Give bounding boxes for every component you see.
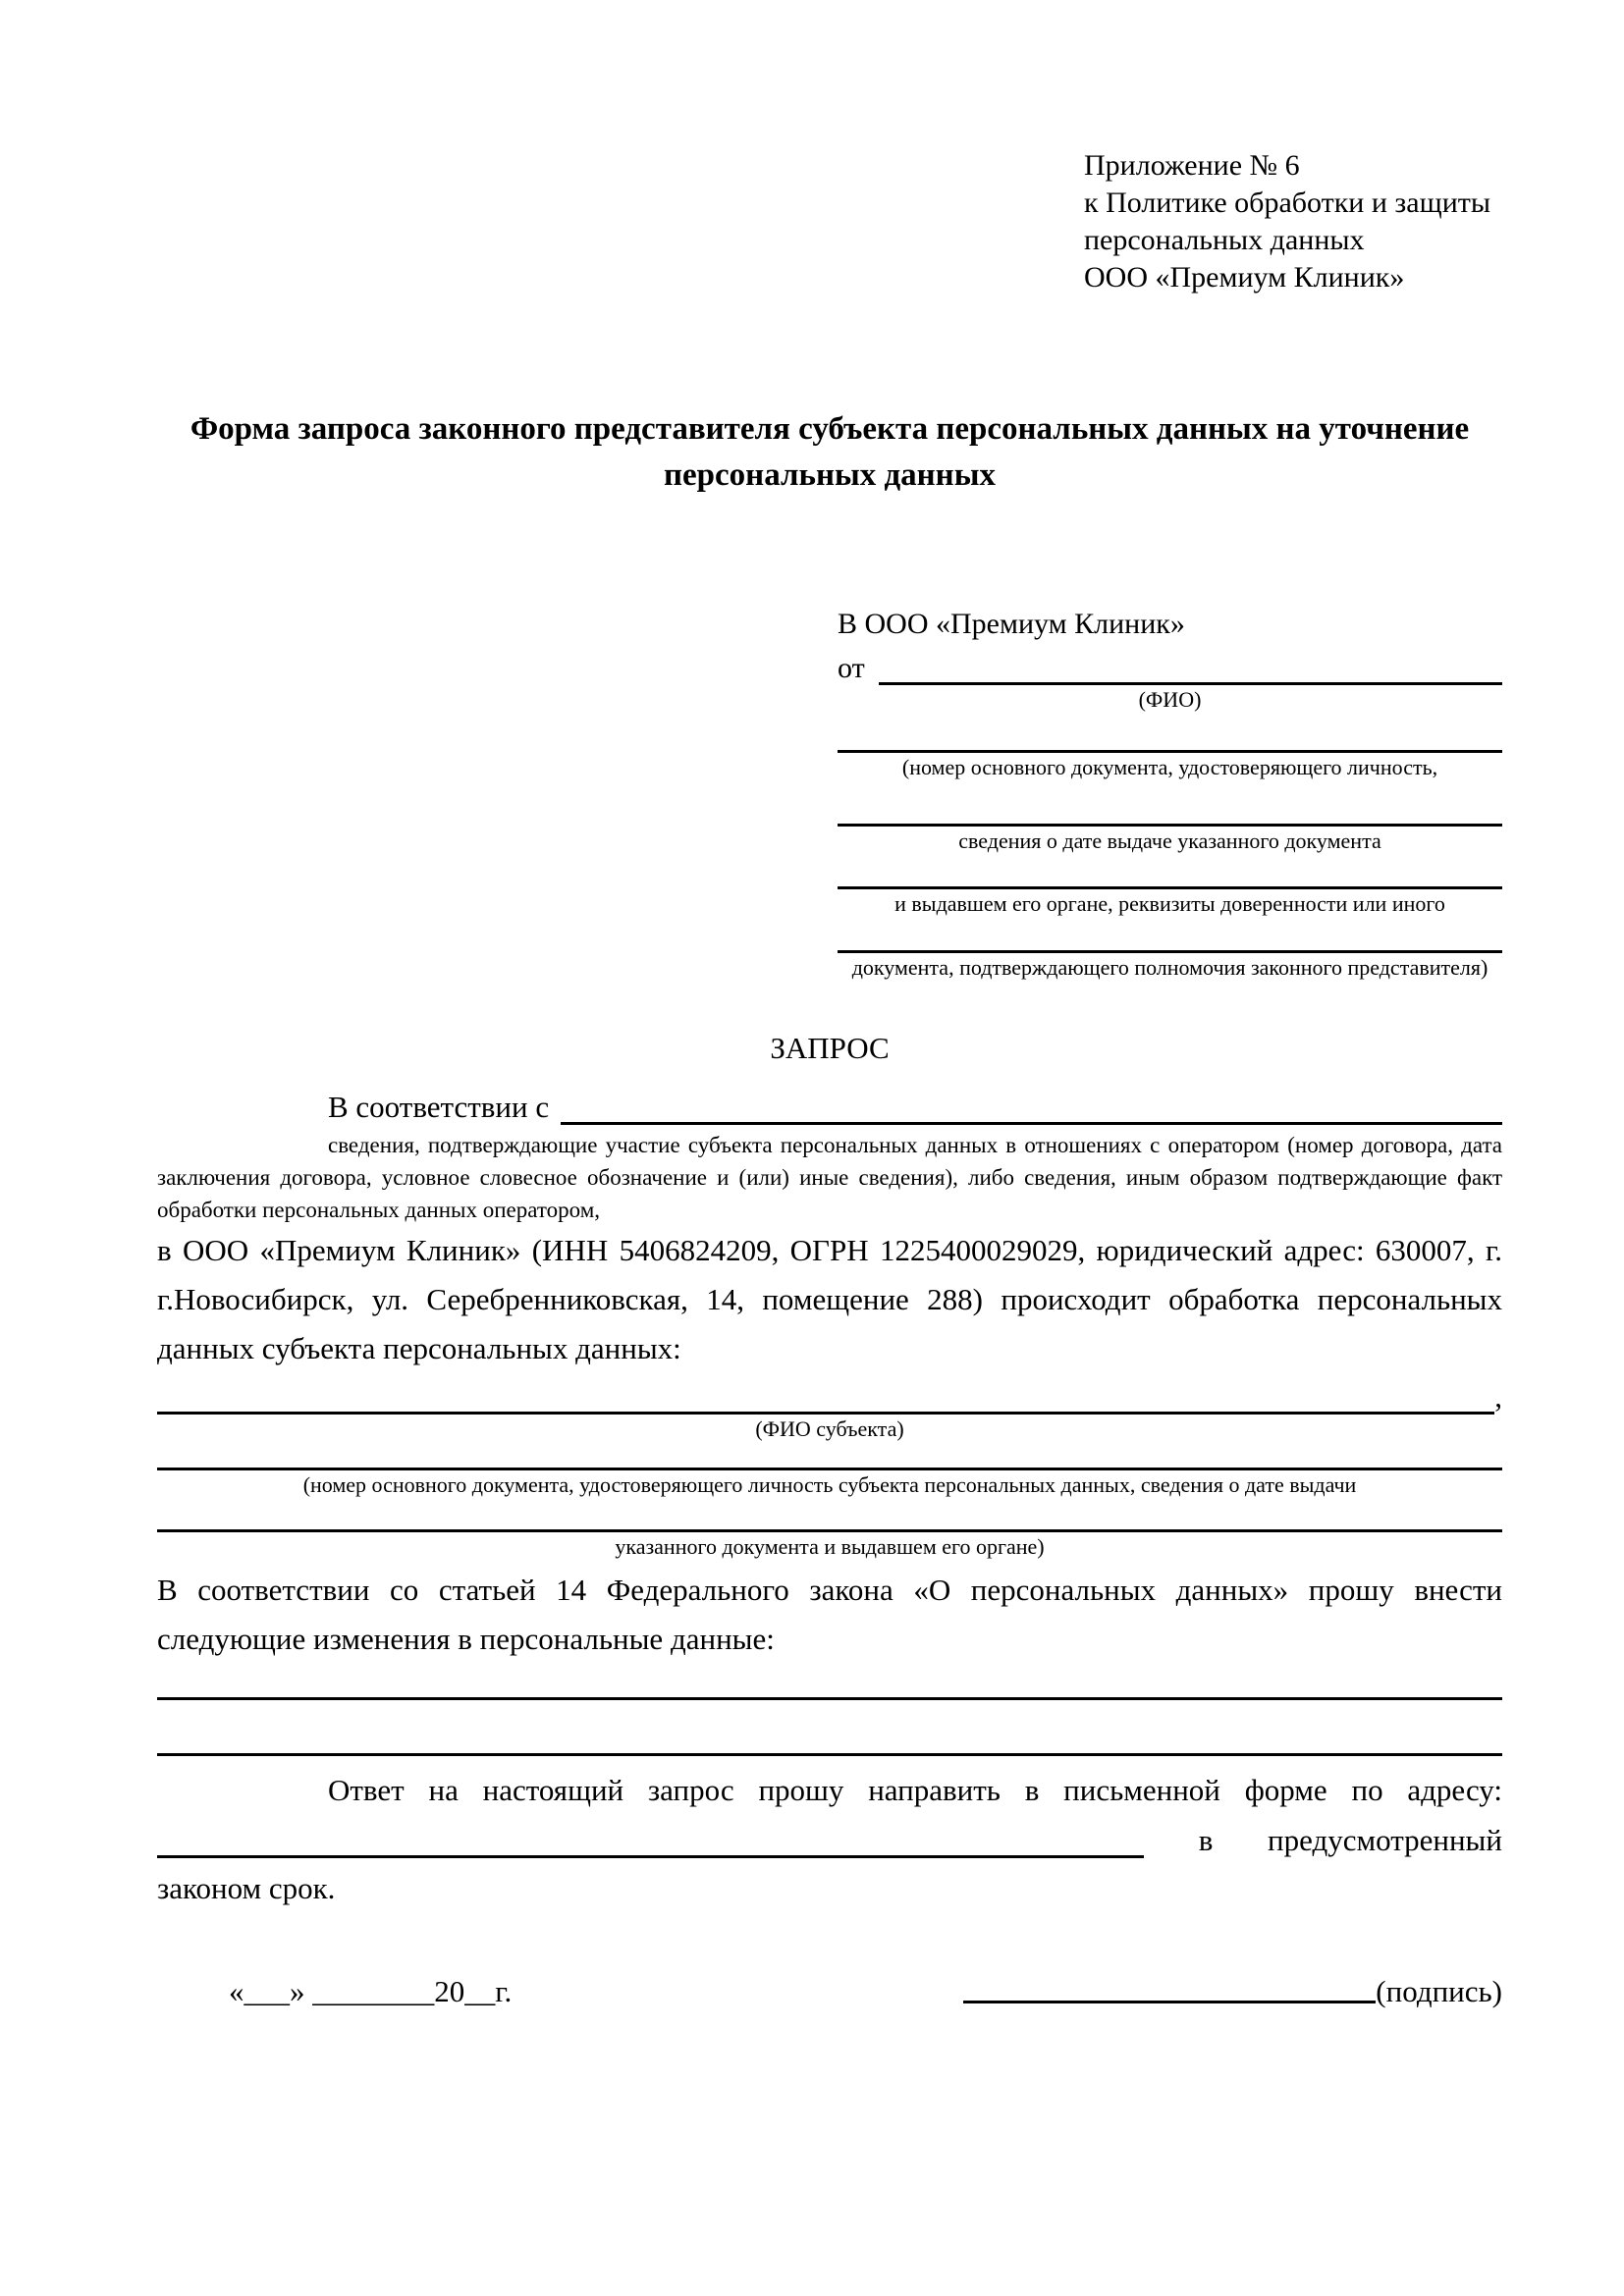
- addressee-to: В ООО «Премиум Клиник»: [838, 608, 1185, 640]
- answer-word-v: в: [1198, 1823, 1214, 1857]
- operator-paragraph: в ООО «Премиум Клиник» (ИНН 5406824209, ОГРН 1225400029029, юридический адрес: 630007, г. г.Новосибирск, ул. Серебренниковская, 14, помещение 288) происходит обработка персональных данных субъекта персональных данных:: [157, 1233, 1502, 1365]
- subject-fio-caption: (ФИО субъекта): [755, 1416, 904, 1441]
- representative-document-caption-3: и выдавшем его органе, реквизиты доверенности или иного: [894, 891, 1445, 916]
- representative-document-blank-line-2: [838, 782, 1502, 827]
- address-blank-line: [157, 1854, 1144, 1858]
- signature-caption: (подпись): [1376, 1974, 1502, 2008]
- answer-address-row: [157, 1815, 1502, 1858]
- addressee-block: [838, 602, 1502, 983]
- representative-document-caption-2: сведения о дате выдаче указанного документа: [958, 828, 1381, 853]
- representative-document-blank-line-1: [838, 715, 1502, 753]
- fio-caption: (ФИО): [1138, 687, 1202, 712]
- representative-document-blank-line-4: [838, 919, 1502, 953]
- request-intro-label: В соответствии с: [328, 1090, 550, 1124]
- from-label: от: [838, 652, 865, 684]
- subject-document-caption-2: указанного документа и выдавшем его органе): [615, 1534, 1045, 1559]
- appendix-line-2: к Политике обработки и защиты: [1084, 187, 1491, 219]
- signature-block: [963, 1974, 1502, 2009]
- date-signature-row: [157, 1974, 1502, 2009]
- representative-document-caption-1: (номер основного документа, удостоверяющего личность,: [901, 755, 1438, 779]
- subject-document-blank-line-1: [157, 1444, 1502, 1470]
- changes-blank-line-2: [157, 1700, 1502, 1756]
- subject-fio-row: [157, 1373, 1502, 1415]
- changes-blank-line-1: [157, 1664, 1502, 1700]
- article-14-paragraph: В соответствии со статьей 14 Федерального закона «О персональных данных» прошу внести следующие изменения в персональные данные:: [157, 1573, 1502, 1656]
- representative-document-blank-line-3: [838, 856, 1502, 889]
- trailing-comma: ,: [1494, 1379, 1502, 1414]
- appendix-block: [1084, 147, 1502, 296]
- answer-tail-line: законом срок.: [157, 1871, 336, 1905]
- document-title: Форма запроса законного представителя субъекта персональных данных на уточнение персональных данных: [189, 411, 1470, 493]
- subject-document-blank-line-2: [157, 1500, 1502, 1532]
- representative-document-caption-4: документа, подтверждающего полномочия законного представителя): [851, 955, 1489, 980]
- appendix-line-4: ООО «Премиум Клиник»: [1084, 261, 1405, 294]
- signature-blank-line: [963, 2000, 1376, 2003]
- date-blank-line: «___» ________20__г.: [229, 1974, 513, 2008]
- basis-fineprint-caption: сведения, подтверждающие участие субъекта персональных данных в отношениях с оператором (номер договора, дата заключения договора, условное словесное обозначение и (или) иные сведения), либо сведения, иным образом подтверждающие факт обработки персональных данных оператором,: [157, 1133, 1502, 1222]
- subject-document-caption-1: (номер основного документа, удостоверяющего личность субъекта персональных данных, сведения о дате выдачи: [302, 1472, 1357, 1497]
- request-heading: ЗАПРОС: [770, 1031, 890, 1065]
- answer-word-predusmotrenny: предусмотренный: [1268, 1823, 1502, 1857]
- appendix-line-1: Приложение № 6: [1084, 149, 1300, 182]
- appendix-line-3: персональных данных: [1084, 224, 1365, 256]
- request-intro-row: [157, 1078, 1502, 1125]
- answer-request-line: Ответ на настоящий запрос прошу направить в письменной форме по адресу:: [328, 1773, 1502, 1807]
- basis-blank-line: [561, 1122, 1502, 1125]
- addressee-from-row: [838, 646, 1502, 685]
